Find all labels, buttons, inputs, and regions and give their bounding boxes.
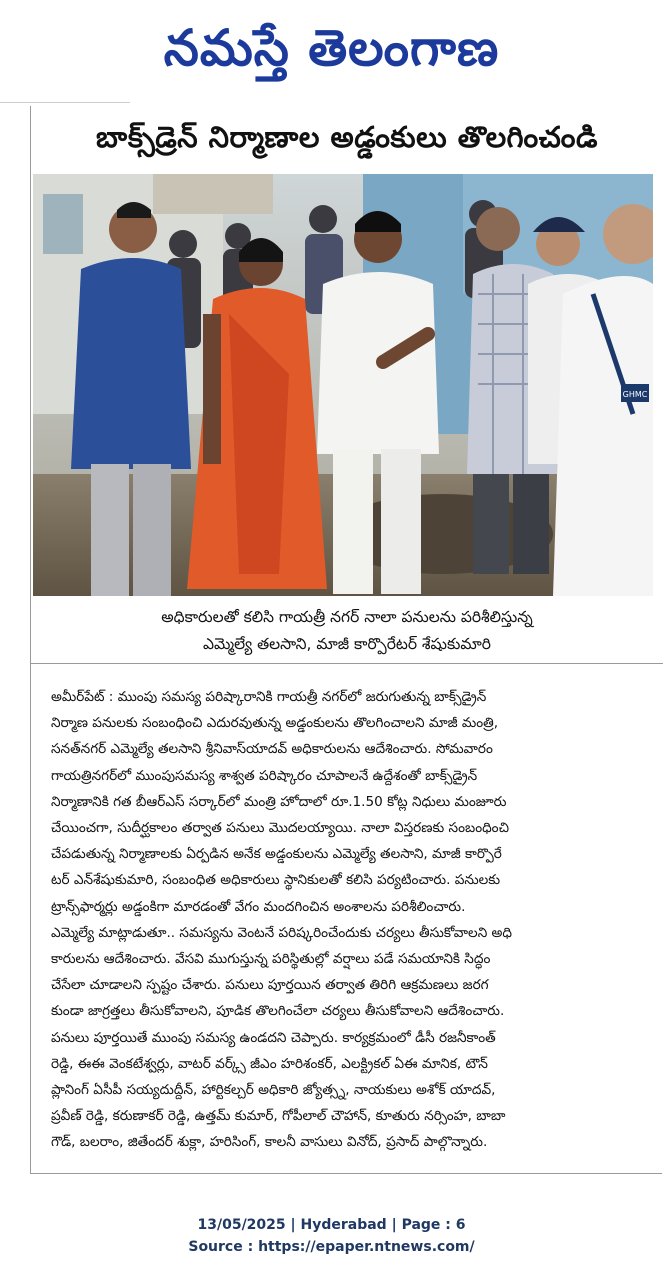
photo-caption-line: ఎమ్మెల్యే తలసాని, మాజీ కార్పొరేటర్ శేషుకుమారి [203,634,491,653]
body-line: సనత్‌నగర్ ఎమ్మెల్యే తలసాని శ్రీనివాస్‌యాదవ్ అధికారులను ఆదేశించారు. సోమవారం [51,741,493,758]
body-line: కుండా జాగ్రత్తలు తీసుకోవాలని, పూడిక తొలగించేలా చర్యలు తీసుకోవాలని ఆదేశించారు. [51,1003,505,1020]
body-line: ట్రాన్స్‌ఫార్మర్లు అడ్డంకిగా మారడంతో వేగం మందగించిన అంశాలను పరిశీలించారు. [51,898,466,915]
newspaper-logo: నమస్తే తెలంగాణ [163,19,500,77]
body-line: పనులు పూర్తయితే ముంపు సమస్య ఉండదని చెప్పారు. కార్యక్రమంలో డీసీ రజనీకాంత్ [51,1029,496,1046]
news-article [30,106,662,1174]
body-line: ప్రవీణ్ రెడ్డి, కరుణాకర్ రెడ్డి, ఉత్తమ్ కుమార్, గోపీలాల్ చౌహాన్, కూతురు నర్సింహ, బాబా [51,1108,506,1125]
body-line: చేపడుతున్న నిర్మాణాలకు ఏర్పడిన అనేక అడ్డంకులను ఎమ్మెల్యే తలసాని, మాజీ కార్పొరే [51,846,502,863]
article-headline: బాక్స్‌డ్రెన్ నిర్మాణాల అడ్డంకులు తొలగించండి [96,120,598,154]
photo-illustration [33,174,653,596]
body-line: టర్ ఎన్‌శేషుకుమారి, సంబంధిత అధికారులు స్థానికులతో కలిసి పర్యటించారు. పనులకు [51,872,501,889]
body-line: కారులను ఆదేశించారు. వేసవి ముగుస్తున్న పరిస్థితుల్లో వర్షాలు పడే సమయానికి సిద్ధం [51,951,491,968]
body-line: రెడ్డి, ఈఈ వెంకటేశ్వర్లు, వాటర్ వర్క్స్ జీఎం హరిశంకర్, ఎలక్ట్రికల్ ఏఈ మానిక, టౌన్ [51,1055,488,1072]
body-line: నిర్మాణ పనులకు సంబంధించి ఎదురవుతున్న అడ్డంకులను తొలగించాలని మాజీ మంత్రి, [51,715,499,732]
footer-dateline: 13/05/2025 | Hyderabad | Page : 6 [197,1217,466,1233]
body-line: నిర్మాణానికి గత బీఆర్‌ఎస్ సర్కార్‌లో మంత్రి హోదాలో రూ.1.50 కోట్ల నిధులు మంజూరు [51,793,507,810]
article-photo [33,174,653,596]
page-footer [0,1214,663,1258]
photo-caption [31,598,663,664]
body-line: గాయత్రినగర్‌లో ముంపుసమస్య శాశ్వత పరిష్కారం చూపాలనే ఉద్దేశంతో బాక్స్‌డ్రైన్ [51,767,478,784]
photo-badge-text: GHMC [622,390,648,399]
body-line: ఎమ్మెల్యే మాట్లాడుతూ.. సమస్యను వెంటనే పరిష్కరించేందుకు చర్యలు తీసుకోవాలని అధి [51,924,513,941]
body-line: ప్లానింగ్ ఏసీపీ సయ్యదుద్దీన్, హార్టికల్చర్ అధికారి జ్యోత్స్న, నాయకులు అశోక్ యాదవ్, [51,1082,496,1099]
photo-caption-line: అధికారులతో కలిసి గాయత్రీ నగర్ నాలా పనులను పరిశీలిస్తున్న [161,607,533,626]
masthead [0,0,663,96]
footer-source-link[interactable]: Source : https://epaper.ntnews.com/ [188,1239,475,1255]
body-line: అమీర్‌పేట్ : ముంపు సమస్య పరిష్కారానికి గాయత్రీ నగర్‌లో జరుగుతున్న బాక్స్‌డ్రైన్ [51,689,487,705]
article-body [51,684,647,1156]
masthead-rule [0,102,130,103]
body-line: చేసేలా చూడాలని స్పష్టం చేశారు. పనులు పూర్తయిన తర్వాత తిరిగి ఆక్రమణలు జరగ [51,977,489,994]
body-line: గౌడ్, బలరాం, జితేందర్ శుక్లా, హరిసింగ్, కాలనీ వాసులు వినోద్, ప్రసాద్ పాల్గొన్నారు. [51,1134,488,1151]
body-line: చేయించగా, సుదీర్ఘకాలం తర్వాత పనులు మొదలయ్యాయి. నాలా విస్తరణకు సంబంధించి [51,820,509,837]
